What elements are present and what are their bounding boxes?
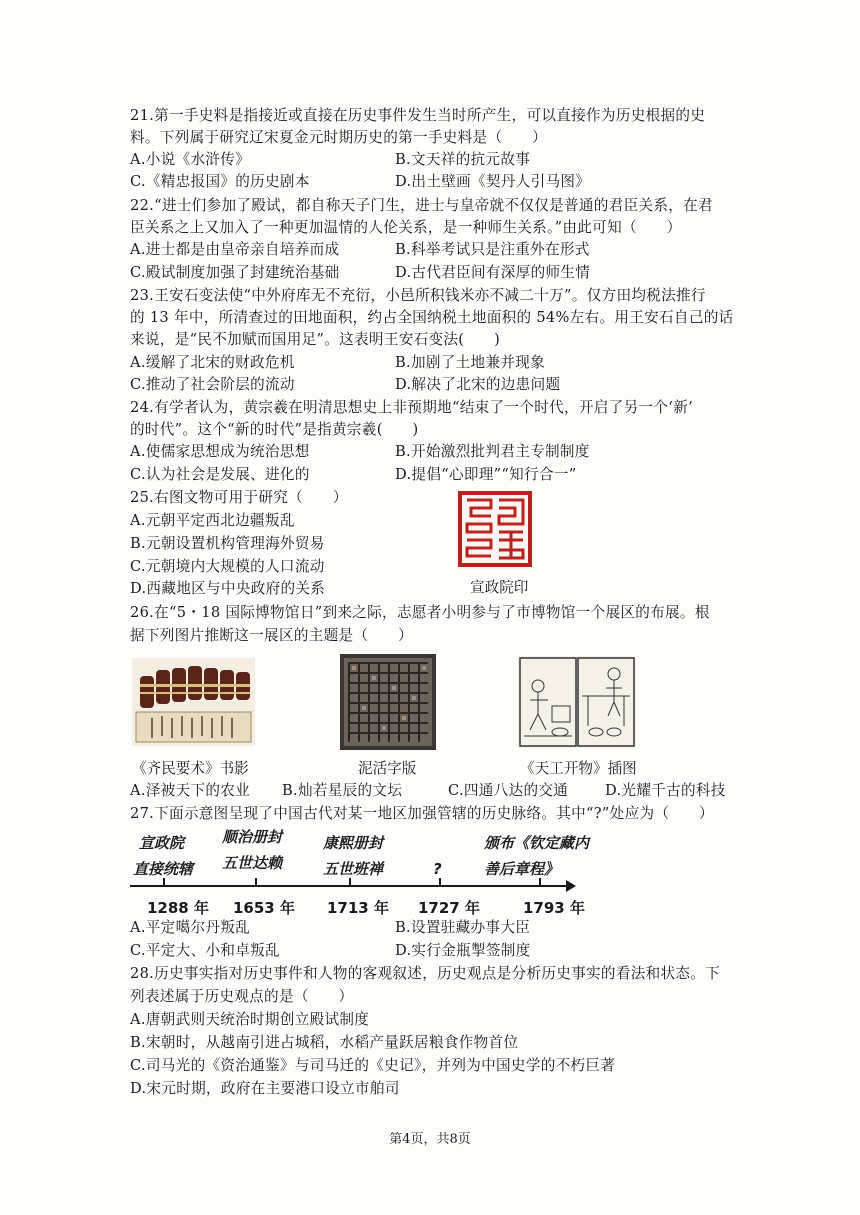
q28-option-a: A.唐朝武则天统治时期创立殿试制度 (130, 1011, 370, 1028)
q24-stem-line1: 24.有学者认为，黄宗羲在明清思想史上非预期地“结束了一个时代，开启了另一个‘新’ (130, 399, 694, 416)
q27-option-c: C.平定大、小和卓叛乱 (130, 942, 280, 959)
q25-option-d: D.西藏地区与中央政府的关系 (130, 580, 326, 597)
q24-stem-line2: 的时代”。这个“新的时代”是指黄宗羲( ) (130, 421, 419, 438)
q28-option-d: D.宋元时期，政府在主要港口设立市舶司 (130, 1080, 400, 1097)
q22-option-a: A.进士都是由皇帝亲自培养而成 (130, 241, 340, 258)
q24-option-d: D.提倡“心即理”“知行合一” (395, 466, 577, 483)
q26-stem-line2: 据下列图片推断这一展区的主题是（ ） (130, 627, 413, 644)
seal-caption: 宣政院印 (470, 579, 529, 596)
q22-stem-line1: 22.“进士们参加了殿试，都自称天子门生，进士与皇帝就不仅仅是普通的君臣关系，在君 (130, 197, 713, 214)
q22-option-c: C.殿试制度加强了封建统治基础 (130, 264, 340, 281)
q25-option-b: B.元朝设置机构管理海外贸易 (130, 535, 325, 552)
q23-stem-line3: 来说，是“民不加赋而国用足”。这表明王安石变法( ) (130, 331, 501, 348)
timeline-axis (128, 874, 578, 898)
q26-option-b: B.灿若星辰的文坛 (282, 782, 403, 799)
q22-option-d: D.古代君臣间有深厚的师生情 (395, 264, 591, 281)
movable-type-plate-image (340, 654, 436, 750)
q28-option-b: B.宋朝时，从越南引进占城稻，水稻产量跃居粮食作物首位 (130, 1034, 519, 1051)
q21-option-c: C.《精忠报国》的历史剧本 (130, 173, 310, 190)
q21-stem-line1: 21.第一手史料是指接近或直接在历史事件发生当时所产生，可以直接作为历史根据的史 (130, 107, 706, 124)
q23-option-a: A.缓解了北宋的财政危机 (130, 354, 295, 371)
q22-option-b: B.科举考试只是注重外在形式 (395, 241, 590, 258)
image-caption-tiangongkaiwu: 《天工开物》插图 (520, 760, 637, 777)
qiminyaoshu-book-image (132, 658, 255, 746)
q21-option-a: A.小说《水浒传》 (130, 151, 251, 168)
q26-option-a: A.泽被天下的农业 (130, 782, 251, 799)
q25-option-c: C.元朝境内大规模的人口流动 (130, 558, 325, 575)
timeline-year-1793: 1793 年 (523, 899, 585, 917)
timeline-label-3-top: 康熙册封 (323, 834, 384, 852)
q23-option-b: B.加剧了土地兼并现象 (395, 354, 546, 371)
timeline-label-1-top: 宣政院 (139, 834, 185, 852)
q23-stem-line2: 的 13 年中，所清查过的田地面积，约占全国纳税土地面积的 54%左右。用王安石自己的话 (130, 309, 734, 326)
xuanzhengyuan-seal-image (455, 488, 535, 570)
q24-option-a: A.使儒家思想成为统治思想 (130, 443, 310, 460)
q21-stem-line2: 料。下列属于研究辽宋夏金元时期历史的第一手史料是（ ） (130, 129, 548, 146)
timeline-year-1653: 1653 年 (233, 899, 295, 917)
q21-option-b: B.文天祥的抗元故事 (395, 151, 531, 168)
page-footer: 第4页，共8页 (389, 1132, 471, 1147)
q27-option-d: D.实行金瓶掣签制度 (395, 942, 531, 959)
q26-option-d: D.光耀千古的科技 (605, 782, 726, 799)
timeline-year-1727: 1727 年 (418, 899, 480, 917)
q25-stem: 25.右图文物可用于研究（ ） (130, 489, 348, 506)
timeline-label-4-question-mark: ? (433, 860, 442, 878)
timeline-label-3-bottom: 五世班禅 (323, 860, 384, 878)
timeline-label-2-top: 顺治册封 (222, 828, 283, 846)
q27-option-b: B.设置驻藏办事大臣 (395, 919, 531, 936)
timeline-label-2-bottom: 五世达赖 (222, 854, 283, 872)
q26-stem-line1: 26.在“5・18 国际博物馆日”到来之际，志愿者小明参与了市博物馆一个展区的布展。根 (130, 604, 710, 621)
q27-stem: 27.下面示意图呈现了中国古代对某一地区加强管辖的历史脉络。其中“?”处应为（ ） (130, 805, 714, 822)
q23-stem-line1: 23.王安石变法使“中外府库无不充衍，小邑所积钱米亦不减二十万”。仅方田均税法推行 (130, 287, 706, 304)
q23-option-c: C.推动了社会阶层的流动 (130, 376, 295, 393)
q28-stem-line2: 列表述属于历史观点的是（ ） (130, 988, 354, 1005)
q27-option-a: A.平定噶尔丹叛乱 (130, 919, 251, 936)
image-caption-movable-type: 泥活字版 (358, 760, 417, 777)
q23-option-d: D.解决了北宋的边患问题 (395, 376, 561, 393)
image-caption-qiminyaoshu: 《齐民要术》书影 (132, 760, 249, 777)
q24-option-c: C.认为社会是发展、进化的 (130, 466, 310, 483)
q21-option-d: D.出土壁画《契丹人引马图》 (395, 173, 591, 190)
timeline-label-5-top: 颁布《钦定藏内 (484, 834, 590, 852)
timeline-year-1288: 1288 年 (147, 899, 209, 917)
timeline-year-1713: 1713 年 (327, 899, 389, 917)
q26-option-c: C.四通八达的交通 (448, 782, 569, 799)
q24-option-b: B.开始激烈批判君主专制制度 (395, 443, 590, 460)
timeline-label-1-bottom: 直接统辖 (133, 860, 194, 878)
q25-option-a: A.元朝平定西北边疆叛乱 (130, 512, 295, 529)
q22-stem-line2: 臣关系之上又加入了一种更加温情的人伦关系，是一种师生关系。”由此可知（ ） (130, 219, 682, 236)
q28-option-c: C.司马光的《资治通鉴》与司马迁的《史记》，并列为中国史学的不朽巨著 (130, 1057, 616, 1074)
timeline-label-5-bottom: 善后章程》 (484, 860, 560, 878)
q28-stem-line1: 28.历史事实指对历史事件和人物的客观叙述，历史观点是分析历史事实的看法和状态。下 (130, 965, 721, 982)
tiangongkaiwu-illustration-image (518, 656, 636, 748)
